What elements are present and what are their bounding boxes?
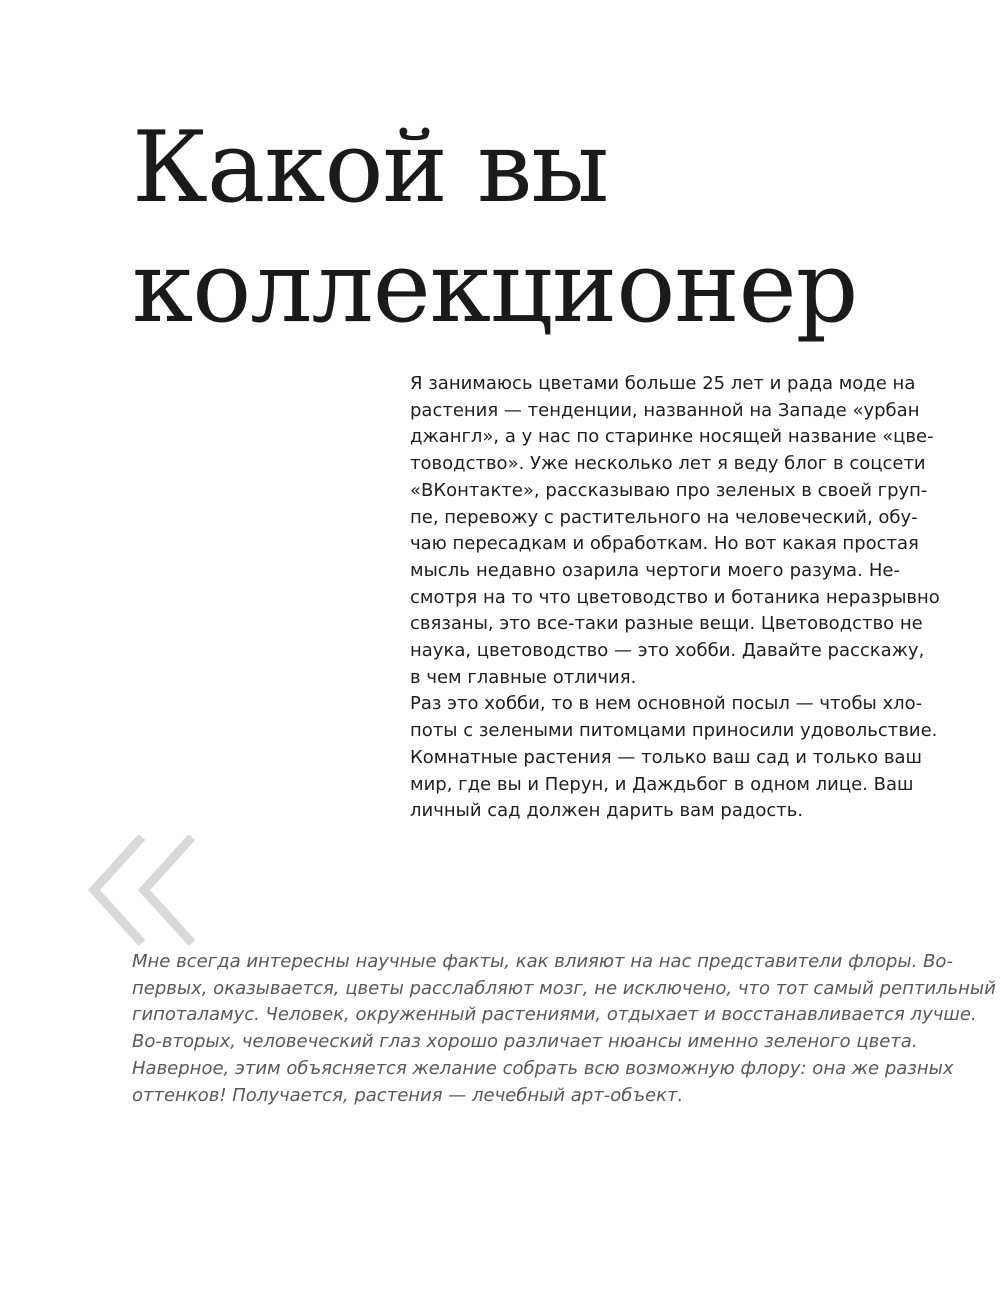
pull-quote: [132, 949, 996, 1109]
body-line: наука, цветоводство — это хобби. Давайте расскажу,: [410, 640, 925, 662]
body-line: чаю пересадкам и обработкам. Но вот какая простая: [410, 533, 919, 555]
body-line: «ВКонтакте», рассказываю про зеленых в своей груп-: [410, 479, 928, 501]
body-line: Раз это хобби, то в нем основной посыл — чтобы хло-: [410, 693, 923, 715]
body-line: растения — тенденции, названной на Западе «урбан: [410, 399, 920, 421]
body-paragraphs: [410, 371, 940, 825]
page-title: [132, 108, 952, 348]
body-line: в чем главные отличия.: [410, 666, 637, 688]
body-line: Я занимаюсь цветами больше 25 лет и рада моде на: [410, 373, 916, 394]
quote-line: Во-вторых, человеческий глаз хорошо различает нюансы именно зеленого цвета.: [132, 1031, 918, 1053]
body-line: джангл», а у нас по старинке носящей название «цве-: [410, 426, 934, 448]
quote-line: первых, оказывается, цветы расслабляют мозг, не исключено, что тот самый рептильный: [132, 977, 996, 999]
body-line: личный сад должен дарить вам радость.: [410, 800, 804, 822]
body-line: товодство». Уже несколько лет я веду блог в соцсети: [410, 453, 926, 475]
guillemet-chevron-outer: [94, 837, 142, 943]
body-line: Комнатные растения — только ваш сад и только ваш: [410, 746, 922, 768]
title-line-2: коллекционер: [132, 231, 858, 345]
body-line: поты с зелеными питомцами приносили удовольствие.: [410, 720, 938, 742]
body-line: мысль недавно озарила чертоги моего разума. Не-: [410, 559, 900, 581]
quote-line: Наверное, этим объясняется желание собрать всю возможную флору: она же разных: [132, 1057, 954, 1079]
body-line: мир, где вы и Перун, и Даждьбог в одном лице. Ваш: [410, 773, 914, 795]
guillemet-chevron-inner: [144, 837, 192, 943]
quote-line: гипоталамус. Человек, окруженный растениями, отдыхает и восстанавливается лучше.: [132, 1004, 977, 1026]
left-guillemet-icon: [86, 835, 196, 945]
quote-line: Мне всегда интересны научные факты, как влияют на нас представители флоры. Во-: [132, 951, 953, 972]
quote-line: оттенков! Получается, растения — лечебный арт-объект.: [132, 1084, 684, 1106]
title-line-1: Какой вы: [132, 111, 609, 225]
body-line: связаны, это все-таки разные вещи. Цветоводство не: [410, 613, 923, 635]
body-line: пе, перевожу с растительного на человеческий, обу-: [410, 506, 918, 528]
body-line: смотря на то что цветоводство и ботаника неразрывно: [410, 586, 940, 608]
